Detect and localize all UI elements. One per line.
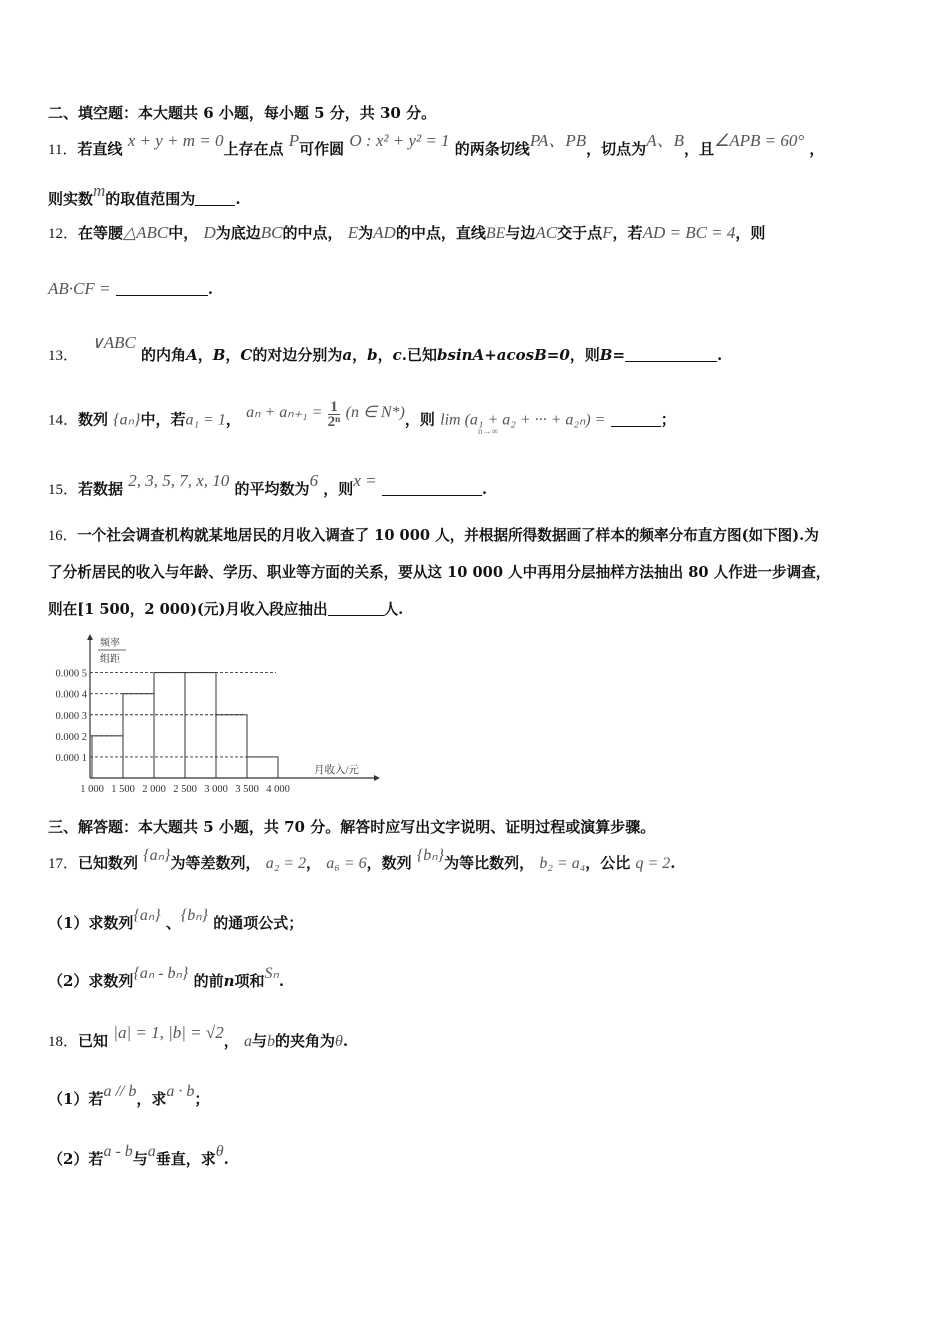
answer-blank (116, 281, 208, 296)
question-12: 12．在等腰△ABC中， D为底边BC的中点， E为AD的中点，直线BE与边AC交于点F，若AD = BC = 4，则 (48, 223, 766, 242)
section-3-heading: 三、解答题：本大题共 5 小题，共 70 分。解答时应写出文字说明、证明过程或演算步骤。 (48, 818, 656, 836)
question-17-part-1: （1）求数列{aₙ} 、{bₙ} 的通项公式； (48, 907, 304, 932)
question-14: 14．数列 {aₙ}中，若a₁ = 1， aₙ + aₙ₊₁ = $\frac{1}{\text{2ⁿ}}$ (n ∈ N*)，则 lim (a₁ + a₂ + ··· + a₂ₙ) = ； n→∞ (48, 406, 676, 435)
y-tick-label: 0.000 1 (55, 752, 87, 764)
answer-blank (611, 412, 661, 427)
y-axis-label-numerator: 频率 (100, 638, 120, 649)
histogram-bar (154, 673, 185, 778)
question-18: 18．已知 |a| = 1, |b| = √2， a与b的夹角为θ. (48, 1023, 349, 1050)
answer-blank (195, 191, 235, 206)
x-tick-label: 2 500 (173, 784, 197, 794)
fraction: $\frac{1}{\text{2ⁿ}}$ (327, 399, 341, 430)
question-18-part-2: （2）若a - b与a垂直，求θ. (48, 1143, 229, 1168)
y-tick-label: 0.000 5 (55, 668, 87, 680)
y-axis-arrow (87, 634, 93, 640)
question-12-line-2: AB·CF = . (48, 279, 213, 298)
question-16-line-3: 则在[1 500，2 000)(元)月收入段应抽出 人. (48, 601, 404, 618)
x-axis-arrow (374, 775, 380, 781)
histogram-bar (123, 694, 154, 778)
x-tick-label: 3 500 (235, 784, 259, 794)
x-tick-label: 4 000 (266, 784, 290, 794)
question-13: 13． ∨ABC 的内角A，B，C的对边分别为a，b，c.已知bsinA+acosB=0，则B= . (48, 333, 723, 364)
x-axis-label: 月收入/元 (314, 765, 359, 776)
y-tick-label: 0.000 3 (55, 710, 87, 722)
y-axis-label-denominator: 组距 (100, 654, 120, 665)
question-16: 16．一个社会调查机构就某地居民的月收入调查了 10 000 人，并根据所得数据画了样本的频率分布直方图(如下图).为 (48, 527, 819, 544)
x-tick-label: 1 000 (80, 784, 104, 794)
frequency-histogram (44, 632, 384, 794)
question-18-part-1: （1）若a // b，求a · b； (48, 1083, 210, 1108)
question-16-line-2: 了分析居民的收入与年龄、学历、职业等方面的关系，要从这 10 000 人中再用分层抽样方法抽出 80 人作进一步调查， (48, 564, 831, 581)
question-11: 11．若直线 x + y + m = 0上存在点 P可作圆 O : x² + y² = 1 的两条切线PA、PB，切点为A、B，且∠APB = 60° ， (48, 131, 825, 158)
limit-subscript: n→∞ (478, 426, 498, 436)
y-tick-label: 0.000 2 (55, 731, 87, 743)
chart-axes (87, 634, 380, 781)
question-15: 15．若数据 2, 3, 5, 7, x, 10 的平均数为6 ，则x = . (48, 471, 488, 498)
question-11-line-2: 则实数m的取值范围为 . (48, 181, 241, 208)
question-17: 17．已知数列 {aₙ}为等差数列， a₂ = 2， a₆ = 6，数列 {bₙ}为等比数列， b₂ = a₄，公比 q = 2. (48, 847, 676, 872)
section-2-heading: 二、填空题：本大题共 6 小题，每小题 5 分，共 30 分。 (48, 104, 437, 122)
x-tick-label: 2 000 (142, 784, 166, 794)
answer-blank (625, 347, 717, 362)
x-tick-label: 3 000 (204, 784, 228, 794)
answer-blank (382, 481, 482, 496)
chart-bars (92, 673, 278, 778)
y-tick-label: 0.000 4 (55, 689, 87, 701)
answer-blank (328, 601, 384, 616)
histogram-bar (247, 757, 278, 778)
x-tick-label: 1 500 (111, 784, 135, 794)
histogram-bar (216, 715, 247, 778)
histogram-bar (185, 673, 216, 778)
question-17-part-2: （2）求数列{aₙ - bₙ} 的前n项和Sₙ. (48, 965, 285, 990)
